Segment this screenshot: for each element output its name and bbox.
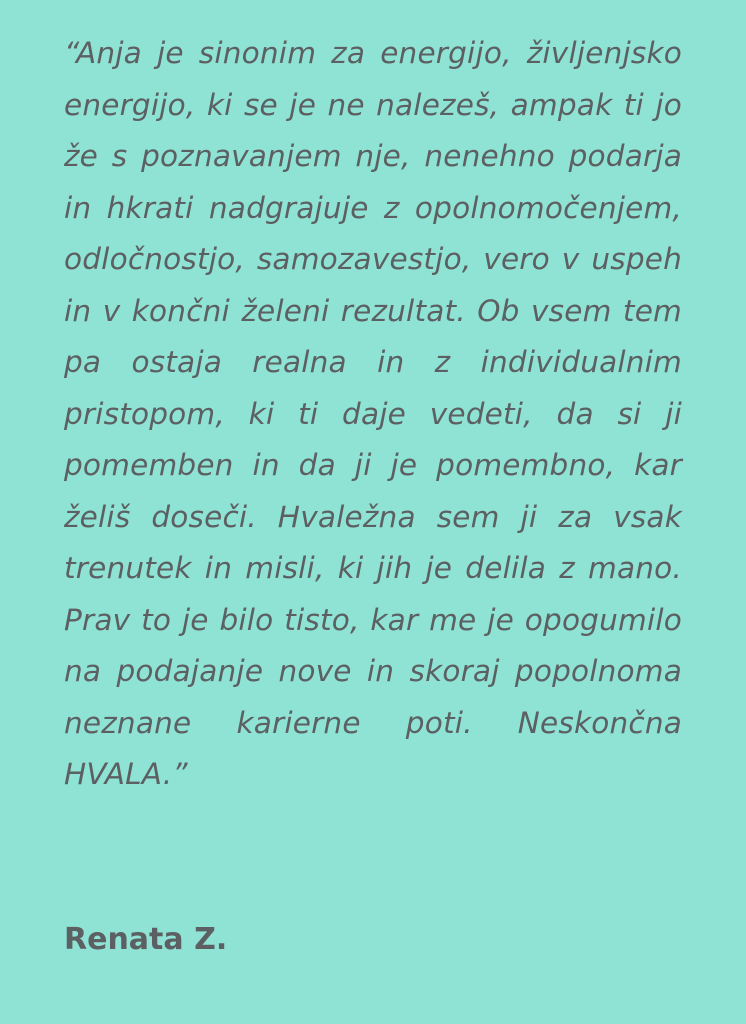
testimonial-author: Renata Z. (64, 922, 228, 957)
testimonial-quote: “Anja je sinonim za energijo, življenjsko energijo, ki se je ne nalezeš, ampak ti jo že s poznavanjem nje, nenehno podarja in hkrati nadgrajuje z opolnomočenjem, odločnostjo, samozavestjo, vero v uspeh in v končni želeni rezultat. Ob vsem tem pa ostaja realna in z individualnim pristopom, ki ti daje vedeti, da si ji pomemben in da ji je pomembno, kar želiš doseči. Hvaležna sem ji za vsak trenutek in misli, ki jih je delila z mano. Prav to je bilo tisto, kar me je opogumilo na podajanje nove in skoraj popolnoma neznane karierne poti. Neskončna HVALA.” (64, 36, 682, 791)
